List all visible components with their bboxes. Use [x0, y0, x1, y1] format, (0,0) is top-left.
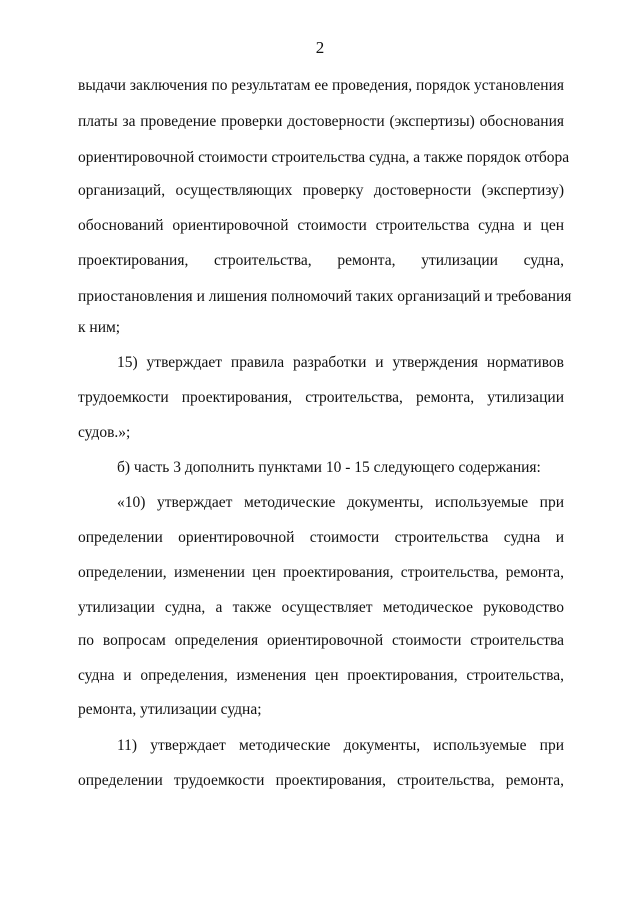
page-number: 2	[315, 38, 325, 57]
text-line: проектирования, строительства, ремонта, утилизации судна,	[78, 252, 564, 269]
text-line: по вопросам определения ориентировочной стоимости строительства	[78, 632, 564, 649]
text-line: 11) утверждает методические документы, используемые при	[117, 737, 564, 754]
text-line: «10) утверждает методические документы, используемые при	[117, 494, 564, 511]
text-line: приостановления и лишения полномочий таких организаций и требования	[78, 288, 572, 305]
text-line: организаций, осуществляющих проверку достоверности (экспертизу)	[78, 182, 564, 199]
text-line: 15) утверждает правила разработки и утверждения нормативов	[117, 354, 564, 371]
text-line: выдачи заключения по результатам ее проведения, порядок установления	[78, 77, 564, 94]
text-line: определении трудоемкости проектирования, строительства, ремонта,	[78, 772, 564, 789]
text-line: судна и определения, изменения цен проектирования, строительства,	[78, 667, 564, 684]
text-line: определении, изменении цен проектирования, строительства, ремонта,	[78, 564, 564, 581]
text-line: определении ориентировочной стоимости строительства судна и	[78, 529, 564, 546]
text-line: судов.»;	[78, 424, 131, 441]
text-line: трудоемкости проектирования, строительства, ремонта, утилизации	[78, 389, 564, 406]
text-line: к ним;	[78, 319, 121, 336]
text-line: б) часть 3 дополнить пунктами 10 - 15 следующего содержания:	[117, 459, 541, 476]
text-line: ремонта, утилизации судна;	[78, 701, 262, 718]
text-line: утилизации судна, а также осуществляет методическое руководство	[78, 599, 564, 616]
text-line: ориентировочной стоимости строительства судна, а также порядок отбора	[78, 149, 570, 166]
text-line: обоснований ориентировочной стоимости строительства судна и цен	[78, 217, 564, 234]
text-line: платы за проведение проверки достоверности (экспертизы) обоснования	[78, 113, 564, 130]
